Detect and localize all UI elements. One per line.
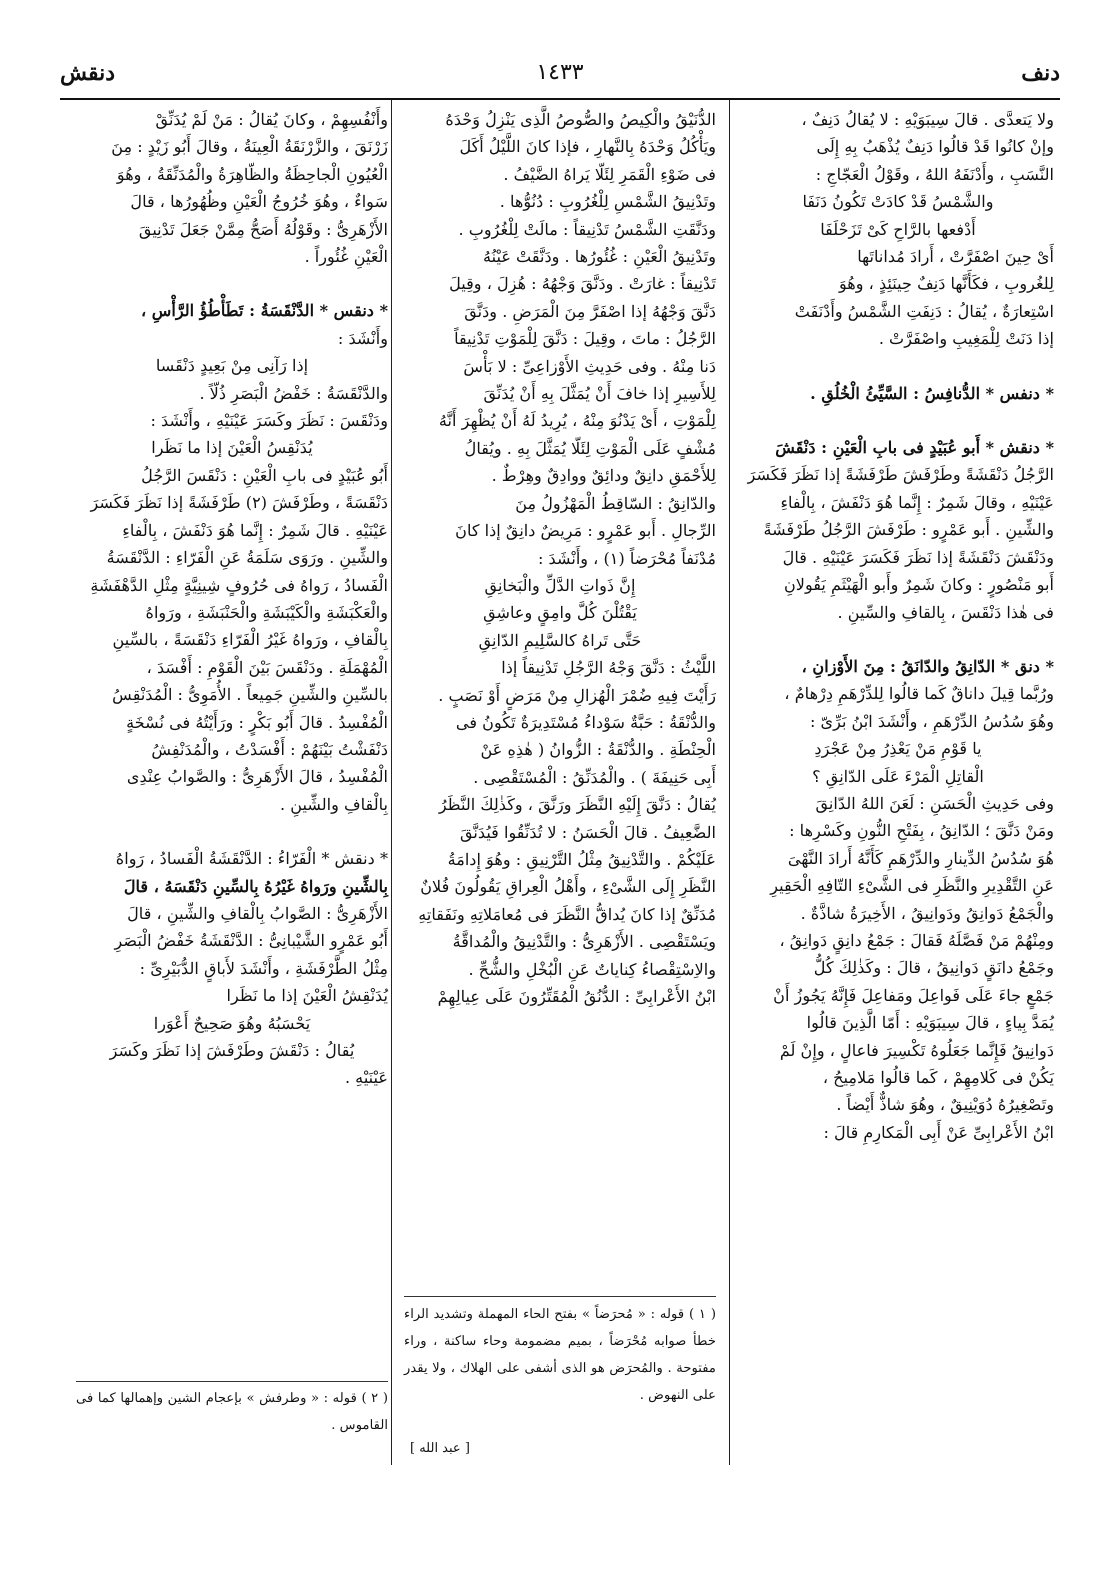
text-line: وتَصْغِيرُهُ دُوَيْنِيقٌ ، وهُوَ شاذٌّ أَيْضاً . <box>836 1095 1054 1115</box>
text-line: والْعَكْبَشَةِ والْكَيْبَشَةِ والْحَنْبَشَةِ ، ورَواهُ <box>145 602 388 622</box>
verse-line: يُدَنْقِسُ الْعَيْنَ إذا ما نَظَرا <box>151 438 313 458</box>
text-line: ودَنْقَشَ دَنْقَشَةً إذا نَظَرَ فَكَسَرَ عَيْنَيْهِ . قالَ <box>782 547 1054 567</box>
header-left-word: دنقش <box>60 60 116 86</box>
text-line: مِثْلُ الطَّرْفَشَةِ ، وأَنْشَدَ لأَباقٍ الدُّبَيْرِىِّ : <box>139 958 388 978</box>
text-line: النَّسَبِ ، وأَدْنَفَهُ اللهُ ، وقَوْلُ الْعَجّاجِ : <box>815 164 1054 184</box>
text-line: دَنْفَشْتُ بَيْنَهُمْ : أَفْسَدْتُ ، والْمُدَنْفِشُ <box>151 739 388 759</box>
text-line: والشِّينِ . ورَوَى سَلَمَةُ عَنِ الْفَرّاءِ : الدَّنْقَسَةُ <box>106 548 388 568</box>
text-line: ودَنَّقَتِ الشَّمْسُ تَدْنِيقاً : مالَتْ لِلْغُرُوبِ . <box>458 219 716 239</box>
paragraph-gap <box>742 626 1054 653</box>
text-line: بِالْقافِ ، ورَواهُ غَيْرُ الْفَرّاءِ دَنْقَسَةً ، بالسِّينِ <box>112 630 388 650</box>
text-line: الدُّنَيْقُ والْكِيصُ والصُّوصُ الَّذِى يَنْزِلُ وَحْدَهُ <box>445 110 716 129</box>
text-line: يَكُنْ فى كَلامِهِمْ ، كَما قالُوا مَلامِيحُ ، <box>822 1068 1054 1087</box>
text-line: الرَّجُلُ : ماتَ ، وقِيلَ : دَنَّقَ لِلْمَوْتِ تَدْنِيقاً <box>454 329 716 349</box>
text-line: أَبِى حَنِيفَةَ ) . والْمُدَنِّقُ : الْمُسْتَقْصِى . <box>473 767 716 787</box>
text-line: الرَّجُلُ دَنْقَشَةً وطَرْفَشَ طَرْفَشَةً إذا نَظَرَ فَكَسَرَ <box>747 465 1054 485</box>
text-line: والشِّينِ . أَبو عَمْرٍو : طَرْفَشَ الرَّجُلُ طَرْفَشَةً <box>763 520 1054 540</box>
text-line: وجَمْعُ دانَقٍ دَوانِيقُ ، قالَ : وكَذٰلِكَ كُلُّ <box>813 958 1054 978</box>
text-line: لِلأَسِيرِ إذا خافَ أَنْ يُمَثَّلَ بِهِ أَنْ يُدَنِّقَ <box>483 384 716 404</box>
verse-line: يُقالُ : دَنْقَشَ وطَرْفَشَ إذا نَظَرَ وكَسَرَ <box>109 1041 355 1060</box>
text-line: رَأَيْتَ فِيهِ ضُمْرَ الْهُزالِ مِنْ مَرَضٍ أَوْ نَصَبٍ . <box>438 685 716 705</box>
text-line: بِالْقافِ والشِّينِ . <box>280 794 388 814</box>
text-line: * دنقش * الْفَرّاءُ : الدَّنْقَشَةُ الْفَسادُ ، رَواهُ <box>115 849 388 869</box>
column-divider-left <box>391 100 392 1465</box>
verse-line: يا قَوْمِ مَنْ يَعْذِرُ مِنْ عَجْرَدِ <box>814 739 982 759</box>
text-line: عَلَيْكُمْ . والتَّدْنِيقُ مِثْلُ التَّرْنِيقِ : وهُوَ إِدامَةُ <box>447 849 716 869</box>
text-line: جَمْعٍ جاءَ عَلَى فَواعِلَ ومَفاعِلَ فَإِنَّهُ يَجُوزُ أَنْ <box>773 985 1054 1005</box>
entry-heading-line: * دنفس * الدُّنافِسُ : السَّيِّئُ الْخُلُقِ . <box>810 383 1054 403</box>
header-right-word: دنف <box>1021 60 1060 86</box>
paragraph-gap <box>76 270 388 297</box>
text-line: وأَنْفُسِهِمْ ، وكانَ يُقالُ : مَنْ لَمْ يُدَنِّقْ <box>155 110 388 129</box>
text-line: عَيْنَيْهِ ، وقالَ شَمِرٌ : إِنَّما هُوَ دَنْفَشَ ، بِالْفاءِ <box>780 492 1054 512</box>
column-divider-right <box>729 100 730 1465</box>
text-line: الْمُفْسِدُ ، قالَ الأَزْهَرِىُّ : والصَّوابُ عِنْدِى <box>126 767 388 787</box>
text-line: الْمُهْمَلَةِ . ودَنْقَسَ بَيْنَ الْقَوْمِ : أَفْسَدَ ، <box>146 657 388 677</box>
text-line: عَيْنَيْهِ . قالَ شَمِرٌ : إِنَّما هُوَ دَنْفَشَ ، بِالْفاءِ <box>122 520 388 540</box>
column-right <box>742 106 1054 1146</box>
text-line: مُشْفٍ عَلَى الْمَوْتِ لِئَلّا يُمَثَّلَ بِهِ . ويُقالُ <box>464 438 716 458</box>
text-line: دَنَّقَ وَجْهُهُ إذا اصْفَرَّ مِنَ الْمَرَضِ . ودَنَّقَ <box>464 301 716 321</box>
footnote-signature: [ عبد الله ] <box>410 1441 470 1456</box>
text-line: ابْنُ الأَعْرابِىِّ : الدُّنُقُ الْمُقَتِّرُونَ عَلَى عِيالِهِمْ <box>437 987 716 1006</box>
text-line: بالسِّينِ والشِّينِ جَمِيعاً . الأُمَوِىُّ : الْمُدَنْقِسُ <box>112 685 388 705</box>
page-number: ١٤٣٣ <box>536 60 584 85</box>
verse-line: يَقْتُلْنَ كُلَّ وامِقٍ وعاشِقِ <box>483 603 637 623</box>
text-line: وأَنْشَدَ : <box>337 328 388 348</box>
text-line: فى ضَوْءِ الْقَمَرِ لِئَلّا يَراهُ الضَّيْفُ . <box>503 164 716 184</box>
footnote-rule-left <box>76 1381 388 1382</box>
text-line: لِلْمَوْتِ ، أَىْ يَدْنُوَ مِنْهُ ، يُرِيدُ لَهُ أَنْ يُظْهِرَ أَنَّهُ <box>438 411 716 431</box>
text-line: والدّانِقُ : السّاقِطُ الْمَهْزُولُ مِنَ <box>515 493 716 513</box>
entry-heading-line: * دنق * الدّانِقُ والدّانَقُ : مِنَ الأَوْزانِ ، <box>801 656 1054 676</box>
paragraph-gap <box>742 353 1054 380</box>
text-line: الْحِنْطَةِ . والدُّنْقَةُ : الزُّوانُ ( هٰذِهِ عَنْ <box>480 740 716 760</box>
text-line: ويَسْتَقْصِى . الأَزْهَرِىُّ : والتَّدْنِيقُ والْمُداقَّةُ <box>452 932 716 952</box>
verse-line: إذا رَآنِى مِنْ بَعِيدٍ دَنْقَسا <box>155 356 309 376</box>
text-line: لِلغُروبِ ، فكَأَنَّها دَنِفٌ حِينَئِذٍ ، وهُوَ <box>838 274 1054 294</box>
footnote-middle: ( ١ ) قوله : « مُحرَضاً » بفتح الحاء المهملة وتشديد الراء خطأ صوابه مُحْرَضاً ، بميم مضمومة وحاء ساكنة ، وراء مفتوحة . والمُحرَض هو الذى أشفى على الهلاك ، ولا يقدر على النهوض . <box>404 1307 716 1403</box>
text-line: ولا يَتعدَّى . قالَ سِيبَوَيْهِ : لا يُقالُ دَنِفٌ ، <box>801 110 1054 129</box>
text-line: الْعُيُونِ الْجاحِظَةُ والظّاهِرَةُ والْمُدَنِّقَةُ ، وهُوَ <box>116 164 388 184</box>
text-line: عَنِ التَّقْدِيرِ والنَّظَرِ فى الشَّىْءِ التّافِهِ الْحَقِيرِ <box>770 876 1054 896</box>
text-line: زَرْنَقَ ، والزَّرْنَقَةُ الْعِينَةُ ، وقالَ أَبُو زَيْدٍ : مِنَ <box>111 137 388 157</box>
text-line: وهُوَ سُدُسُ الدِّرْهَمِ ، وأَنْشَدَ ابْنُ بَرِّىّ : <box>809 711 1054 731</box>
verse-line: إِنَّ ذَواتِ الدَّلِّ والْبَخانِقِ <box>484 575 636 595</box>
paragraph-gap <box>742 407 1054 434</box>
text-line: يُمَدَّ بِياءٍ ، قالَ سِيبَوَيْهِ : أَمّا الَّذِينَ قالُوا <box>806 1013 1054 1033</box>
text-line: مُدْنَفاً مُحْرَضاً (١) ، وأَنْشَدَ : <box>538 548 716 568</box>
text-line: اسْتِعارَةٌ ، يُقالُ : دَنِفَتِ الشَّمْسُ وأَدْنَفَتْ <box>794 301 1054 321</box>
verse-line: والشَّمْسُ قَدْ كادَتْ تَكُونُ دَنَفَا <box>802 192 994 212</box>
text-line: وتَدْنِيقُ الْعَيْنِ : غُئُورُها . ودَنَّقَتْ عَيْنُهُ <box>483 247 716 267</box>
header-rule <box>60 98 1060 100</box>
text-line: الْفَسادُ ، رَواهُ فى حُرُوفٍ شِينِيَّةٍ مِثْلِ الدَّهْفَشَةِ <box>90 575 388 595</box>
text-line: لِلأَحْمَقِ دانِقٌ ودائِقٌ ووادِقٌ وهِرْطٌ . <box>491 466 716 486</box>
text-line: عَيْنَيْهِ . <box>344 1068 388 1088</box>
text-line: أَىْ حِينَ اصْفَرَّتْ ، أَرادَ مُداناتَها <box>857 247 1054 267</box>
text-line: وإنْ كانُوا قَدْ قالُوا دَنِفٌ يُذْهَبُ بِهِ إِلَى <box>816 137 1054 157</box>
text-line: تَدْنِيقاً : غارَتْ . ودَنَّقَ وَجْهُهُ : هُزِلَ ، وقِيلَ <box>449 274 716 294</box>
text-line: النَّظَرِ إِلَى الشَّىْءِ ، وأَهْلُ الْعِراقِ يَقُولُونَ فُلانٌ <box>420 877 716 897</box>
footnote-rule-middle <box>404 1296 716 1297</box>
text-line: ورُبَّما قِيلَ داناقٌ كَما قالُوا لِلدِّرْهَمِ دِرْهامٌ ، <box>784 684 1054 704</box>
page-header <box>60 60 1060 98</box>
text-line: ومِنْهُمْ مَنْ فَصَّلَهُ فَقالَ : جَمْعُ دانِقٍ دَوانِقُ ، <box>779 930 1054 950</box>
text-line: والدُّنْقَةُ : حَبَّةٌ سَوْداءُ مُسْتَدِيرَةٌ تَكُونُ فى <box>455 712 716 732</box>
text-line: الأَزْهَرِىُّ : الصَّوابُ بِالْقافِ والشِّينِ ، قالَ <box>127 903 388 923</box>
text-line: الرِّجالِ . أَبو عَمْرٍو : مَرِيضٌ دانِقٌ إذا كانَ <box>455 521 716 541</box>
text-line: ودَنْقَسَ : نَظَرَ وكَسَرَ عَيْنَيْهِ ، وأَنْشَدَ : <box>150 411 388 431</box>
entry-heading-line: * دنقش * أَبو عُبَيْدٍ فى بابِ الْعَيْنِ : دَنْقَشَ <box>775 438 1054 458</box>
text-line: يُقالُ : دَنَّقَ إِلَيْهِ النَّظَرَ ورَنَّقَ ، وكَذٰلِكَ النَّظَرُ <box>438 795 716 815</box>
text-line: وفى حَدِيثِ الْحَسَنِ : لَعَنَ اللهُ الدّانِقَ <box>815 793 1054 813</box>
text-line: الضَّعِيفُ . قالَ الْحَسَنُ : لا تُدَنِّقُوا فَيُدَنَّقَ <box>459 822 716 842</box>
text-line: أَبو مَنْصُورٍ : وكانَ شَمِرٌ وأَبو الْهَيْثَمِ يَقُولانِ <box>783 575 1054 595</box>
text-line: يُدَنْقِشُ الْعَيْنَ إذا ما نَظَرا <box>226 986 388 1006</box>
verse-line: يَحْسَبُهُ وهُوَ صَحِيحٌ أَعْوَرا <box>153 1013 311 1033</box>
text-line: ومَنْ دَنَّقَ ؛ الدّانِقُ ، بِفَتْحِ النُّونِ وكَسْرِها : <box>789 821 1054 841</box>
verse-line: الْقاتِلِ الْمَرْءَ عَلَى الدّانِقِ ؟ <box>812 766 984 786</box>
text-line: دَنْقَسَةً ، وطَرْفَشَ (٢) طَرْفَشَةً إذا نَظَرَ فَكَسَرَ <box>90 493 388 513</box>
text-line: الْعَيْنِ غُئُوراً . <box>304 247 388 267</box>
text-line: ويَأْكُلُ وَحْدَهُ بِالنَّهارِ ، فإذا كانَ اللَّيْلُ أَكَلَ <box>459 137 716 157</box>
verse-line: أَدْفعها بالرَّاحِ كَىْ تَزَحْلَفَا <box>820 219 976 239</box>
entry-heading-line: بِالشِّينِ ورَواهُ غَيْرُهُ بِالسِّينِ دَنْقَسَهُ ، قالَ <box>123 876 388 896</box>
column-left <box>76 106 388 1092</box>
text-line: مُدَنِّقٌ إذا كانَ يُداقُّ النَّظَرَ فى مُعامَلاتِهِ ونَفَقاتِهِ <box>418 904 716 924</box>
paragraph-gap <box>76 818 388 845</box>
text-line: سَواءٌ ، وهُوَ خُرُوجُ الْعَيْنِ وظُهُورُها ، قالَ <box>130 192 388 212</box>
column-middle <box>404 106 716 1010</box>
text-line: ابْنُ الأَعْرابِىِّ عَنْ أَبِى الْمَكارِمِ قالَ : <box>823 1122 1054 1142</box>
text-line: والدَّنْقَسَةُ : خَفْضُ الْبَصَرِ ذُلّاً . <box>199 383 388 403</box>
text-line: إذا دَنَتْ لِلْمَغِيبِ واصْفَرَّتْ . <box>878 329 1054 349</box>
text-line: دَوانِيقُ فَإِنَّما جَعَلُوهُ تَكْسِيرَ فاعالٍ ، وإِنْ لَمْ <box>779 1040 1054 1060</box>
text-line: الْمُفْسِدُ . قالَ أَبُو بَكْرٍ : ورَأَيْتُهُ فى نُسْخَةٍ <box>126 712 388 732</box>
text-line: أَبُو عُبَيْدٍ فى بابِ الْعَيْنِ : دَنْقَسَ الرَّجُلُ <box>141 465 388 485</box>
text-line: وتَدْنِيقُ الشَّمْسِ لِلْغُرُوبِ : دُنُوُّها . <box>499 192 716 212</box>
text-line: دَنا مِنْهُ . وفى حَدِيثِ الأَوْزاعِىِّ : لا بَأْسَ <box>463 356 716 376</box>
entry-heading-line: * دنقس * الدَّنْقَسَةُ : تَطَأْطُؤُ الرَّأْسِ ، <box>140 301 388 321</box>
text-line: والاِسْتِقْصاءُ كِناياتٌ عَنِ الْبُخْلِ والشُّحِّ . <box>468 959 716 979</box>
footnote-left: ( ٢ ) قوله : « وطرفش » بإعجام الشين وإهمالها كما فى القاموس . <box>76 1391 388 1433</box>
verse-line: حَتَّى تَراهُ كالسَّلِيمِ الدّانِقِ <box>478 630 642 650</box>
text-line: الأَزْهَرِىُّ : وقَوْلُهُ أَصَحُّ مِمَّنْ جَعَلَ تَدْنِيقَ <box>138 219 388 239</box>
text-line: هُوَ سُدُسُ الدِّينارِ والدِّرْهَمِ كَأَنَّهُ أَرادَ النَّهْىَ <box>787 848 1054 868</box>
text-line: والْجَمْعُ دَوانِقُ ودَوانِيقُ ، الأَخِيرَةُ شاذَّةٌ . <box>800 903 1054 923</box>
text-line: أَبُو عَمْرٍو الشَّيْبانِىُّ : الدَّنْقَشَةُ خَفْضُ الْبَصَرِ <box>114 931 388 951</box>
text-line: فى هٰذا دَنْقَسَ ، بِالقافِ والسِّينِ . <box>837 602 1054 622</box>
text-line: اللَّيْثُ : دَنَّقَ وَجْهُ الرَّجُلِ تَدْنِيقاً إذا <box>501 658 716 678</box>
